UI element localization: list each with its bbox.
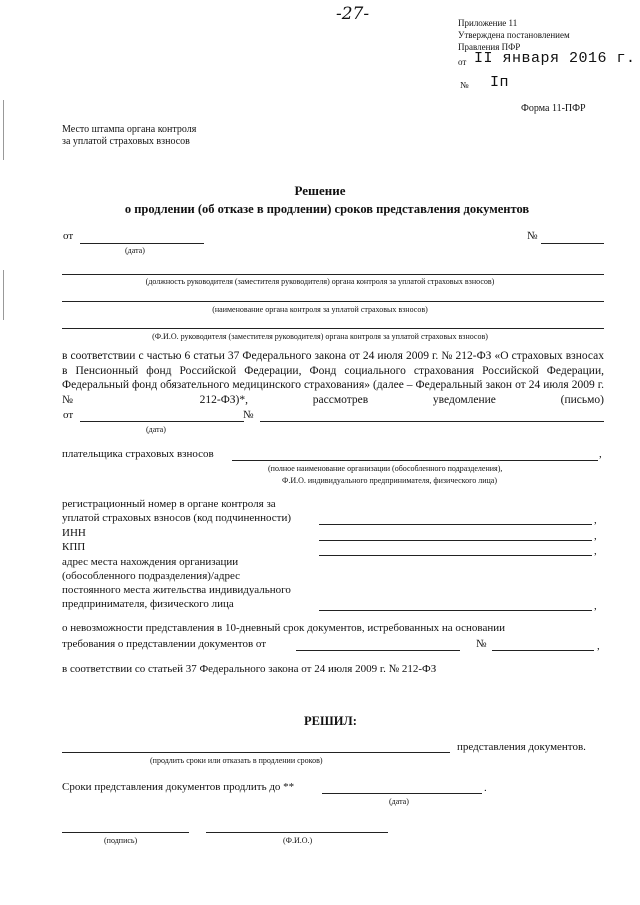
payer-caption: (полное наименование организации (обособленного подразделения), [268,464,503,473]
appendix-number-prefix: № [460,80,469,90]
address-label: (обособленного подразделения)/адрес [62,570,240,582]
scan-edge [3,100,4,160]
document-title: Решение [294,183,346,198]
decided-heading: РЕШИЛ: [304,714,357,728]
position-field[interactable] [62,274,604,275]
requirement-comma: , [597,640,600,652]
fio-field[interactable] [62,328,604,329]
number-label: № [527,230,538,242]
signer-fio-field[interactable] [206,832,388,833]
decision-suffix: представления документов. [457,741,586,753]
payer-comma: , [599,448,602,460]
date-caption: (дата) [125,246,145,255]
extend-date-field[interactable] [322,793,482,794]
payer-field[interactable] [232,460,598,461]
requirement-number-label: № [476,638,487,650]
address-field[interactable] [319,610,592,611]
payer-caption: Ф.И.О. индивидуального предпринимателя, физического лица) [282,476,497,485]
notice-date-field[interactable] [80,421,244,422]
form-code: Форма 11-ПФР [521,103,586,114]
appendix-line: Правления ПФР [458,42,521,52]
reg-label: регистрационный номер в органе контроля за [62,498,276,510]
appendix-line: Приложение 11 [458,18,518,28]
appendix-date-prefix: от [458,57,467,67]
appendix-date: II января 2016 г. [474,50,636,67]
notice-date-caption: (дата) [146,425,166,434]
inn-comma: , [594,530,597,542]
notice-number-field[interactable] [260,421,604,422]
number-field[interactable] [541,243,604,244]
address-label: постоянного места жительства индивидуального [62,584,291,596]
impossibility-text: о невозможности представления в 10-дневный срок документов, истребованных на основании [62,622,506,634]
decision-caption: (продлить сроки или отказать в продлении сроков) [150,756,323,765]
requirement-number-field[interactable] [492,650,594,651]
position-caption: (должность руководителя (заместителя руководителя) органа контроля за уплатой страховых взносов) [145,277,495,286]
payer-label: плательщика страховых взносов [62,448,214,460]
signature-caption: (подпись) [104,836,138,845]
from-label: от [63,230,74,242]
basis-paragraph: в соответствии с частью 6 статьи 37 Федерального закона от 24 июля 2009 г. № 212-ФЗ «О страховых взносах в Пенсионный фонд Российской Федерации, Фонд социального страхования Российской Федерации, Федеральный фонд обязательного медицинского страхования» (далее – Федеральный закон от 24 июля 2009 г. № 212-ФЗ)*, рассмотрев уведомление (письмо) [62,350,604,406]
org-name-caption: (наименование органа контроля за уплатой страховых взносов) [212,305,428,314]
appendix-number: Iп [490,74,510,91]
extend-date-caption: (дата) [389,797,409,806]
reg-number-field[interactable] [319,524,592,525]
reg-comma: , [594,514,597,526]
notice-from-label: от [63,409,74,421]
page-number: -27- [336,4,370,24]
document-subtitle: о продлении (об отказе в продлении) сроков представления документов [124,202,530,216]
appendix-line: Утверждена постановлением [458,30,570,40]
stamp-place: Место штампа органа контроля [62,124,197,135]
kpp-label: КПП [62,541,86,553]
reg-label: уплатой страховых взносов (код подчиненности) [62,512,292,524]
address-label: адрес места нахождения организации [62,556,239,568]
signature-field[interactable] [62,832,189,833]
inn-label: ИНН [62,527,86,539]
impossibility-text: требования о представлении документов от [62,638,267,650]
org-name-field[interactable] [62,301,604,302]
notice-number-label: № [243,409,254,421]
address-comma: , [594,600,597,612]
stamp-place: за уплатой страховых взносов [62,136,190,147]
kpp-field[interactable] [319,555,592,556]
fio-caption: (Ф.И.О. руководителя (заместителя руководителя) органа контроля за уплатой страховых взносов) [152,332,488,341]
address-label: предпринимателя, физического лица [62,598,234,610]
extend-period: . [484,782,487,794]
kpp-comma: , [594,545,597,557]
date-field[interactable] [80,243,204,244]
inn-field[interactable] [319,540,592,541]
decision-field[interactable] [62,752,450,753]
requirement-date-field[interactable] [296,650,460,651]
impossibility-text: в соответствии со статьей 37 Федерального закона от 24 июля 2009 г. № 212-ФЗ [62,663,437,675]
signer-fio-caption: (Ф.И.О.) [283,836,313,845]
extend-label: Сроки представления документов продлить до ** [62,781,295,793]
